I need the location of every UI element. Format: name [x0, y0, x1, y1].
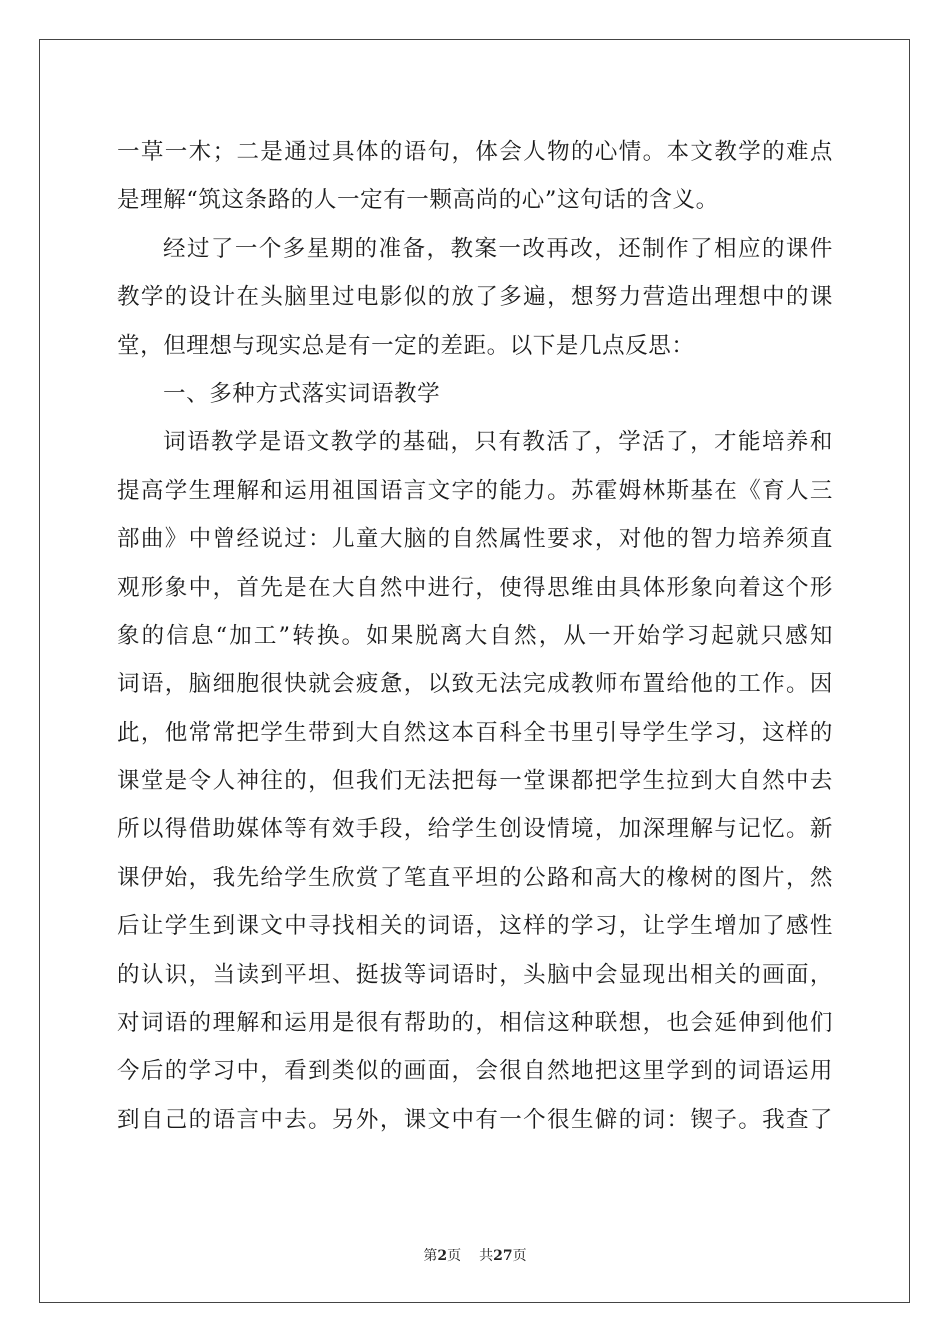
text-line-20: 今后的学习中，看到类似的画面，会很自然地把这里学到的词语运用 — [117, 1058, 833, 1085]
footer-page-prefix: 第 — [423, 1248, 438, 1264]
text-line-14: 课堂是令人神往的，但我们无法把每一堂课都把学生拉到大自然中去 — [117, 768, 833, 795]
text-line-7: 词语教学是语文教学的基础，只有教活了，学活了，才能培养和 — [163, 429, 833, 456]
page-footer — [0, 1245, 950, 1265]
text-line-1: 一草一木；二是通过具体的语句，体会人物的心情。本文教学的难点 — [117, 139, 833, 165]
text-line-8: 提高学生理解和运用祖国语言文字的能力。苏霍姆林斯基在《育人三 — [117, 477, 833, 504]
text-line-3: 经过了一个多星期的准备，教案一改再改，还制作了相应的课件 — [163, 235, 833, 262]
text-line-16: 课伊始，我先给学生欣赏了笔直平坦的公路和高大的橡树的图片，然 — [117, 864, 833, 891]
text-line-2: 是理解“筑这条路的人一定有一颗高尚的心”这句话的含义。 — [117, 187, 719, 214]
text-line-13: 此，他常常把学生带到大自然这本百科全书里引导学生学习，这样的 — [117, 719, 833, 746]
text-line-21: 到自己的语言中去。另外，课文中有一个很生僻的词：锲子。我查了 — [117, 1106, 833, 1133]
text-line-19: 对词语的理解和运用是很有帮助的，相信这种联想，也会延伸到他们 — [117, 1010, 833, 1037]
footer-total-prefix: 共 — [479, 1248, 494, 1264]
text-line-5: 堂，但理想与现实总是有一定的差距。以下是几点反思： — [117, 332, 695, 359]
text-line-9: 部曲》中曾经说过：儿童大脑的自然属性要求，对他的智力培养须直 — [117, 526, 833, 553]
footer-page-total: 27 — [493, 1248, 513, 1264]
footer-page-unit: 页 — [447, 1248, 462, 1264]
section-heading: 一、多种方式落实词语教学 — [163, 380, 441, 407]
text-line-12: 词语，脑细胞很快就会疲惫，以致无法完成教师布置给他的工作。因 — [117, 671, 833, 698]
text-line-17: 后让学生到课文中寻找相关的词语，这样的学习，让学生增加了感性 — [117, 913, 833, 940]
text-line-4: 教学的设计在头脑里过电影似的放了多遍，想努力营造出理想中的课 — [117, 284, 833, 311]
footer-page-current: 2 — [437, 1248, 448, 1264]
text-line-18: 的认识，当读到平坦、挺拔等词语时，头脑中会显现出相关的画面， — [117, 961, 833, 988]
text-line-15: 所以得借助媒体等有效手段，给学生创设情境，加深理解与记忆。新 — [117, 816, 833, 843]
text-line-10: 观形象中，首先是在大自然中进行，使得思维由具体形象向着这个形 — [117, 574, 833, 601]
document-body — [117, 128, 833, 1144]
text-line-11: 象的信息“加工”转换。如果脱离大自然，从一开始学习起就只感知 — [117, 622, 833, 649]
footer-total-unit: 页 — [512, 1248, 527, 1264]
